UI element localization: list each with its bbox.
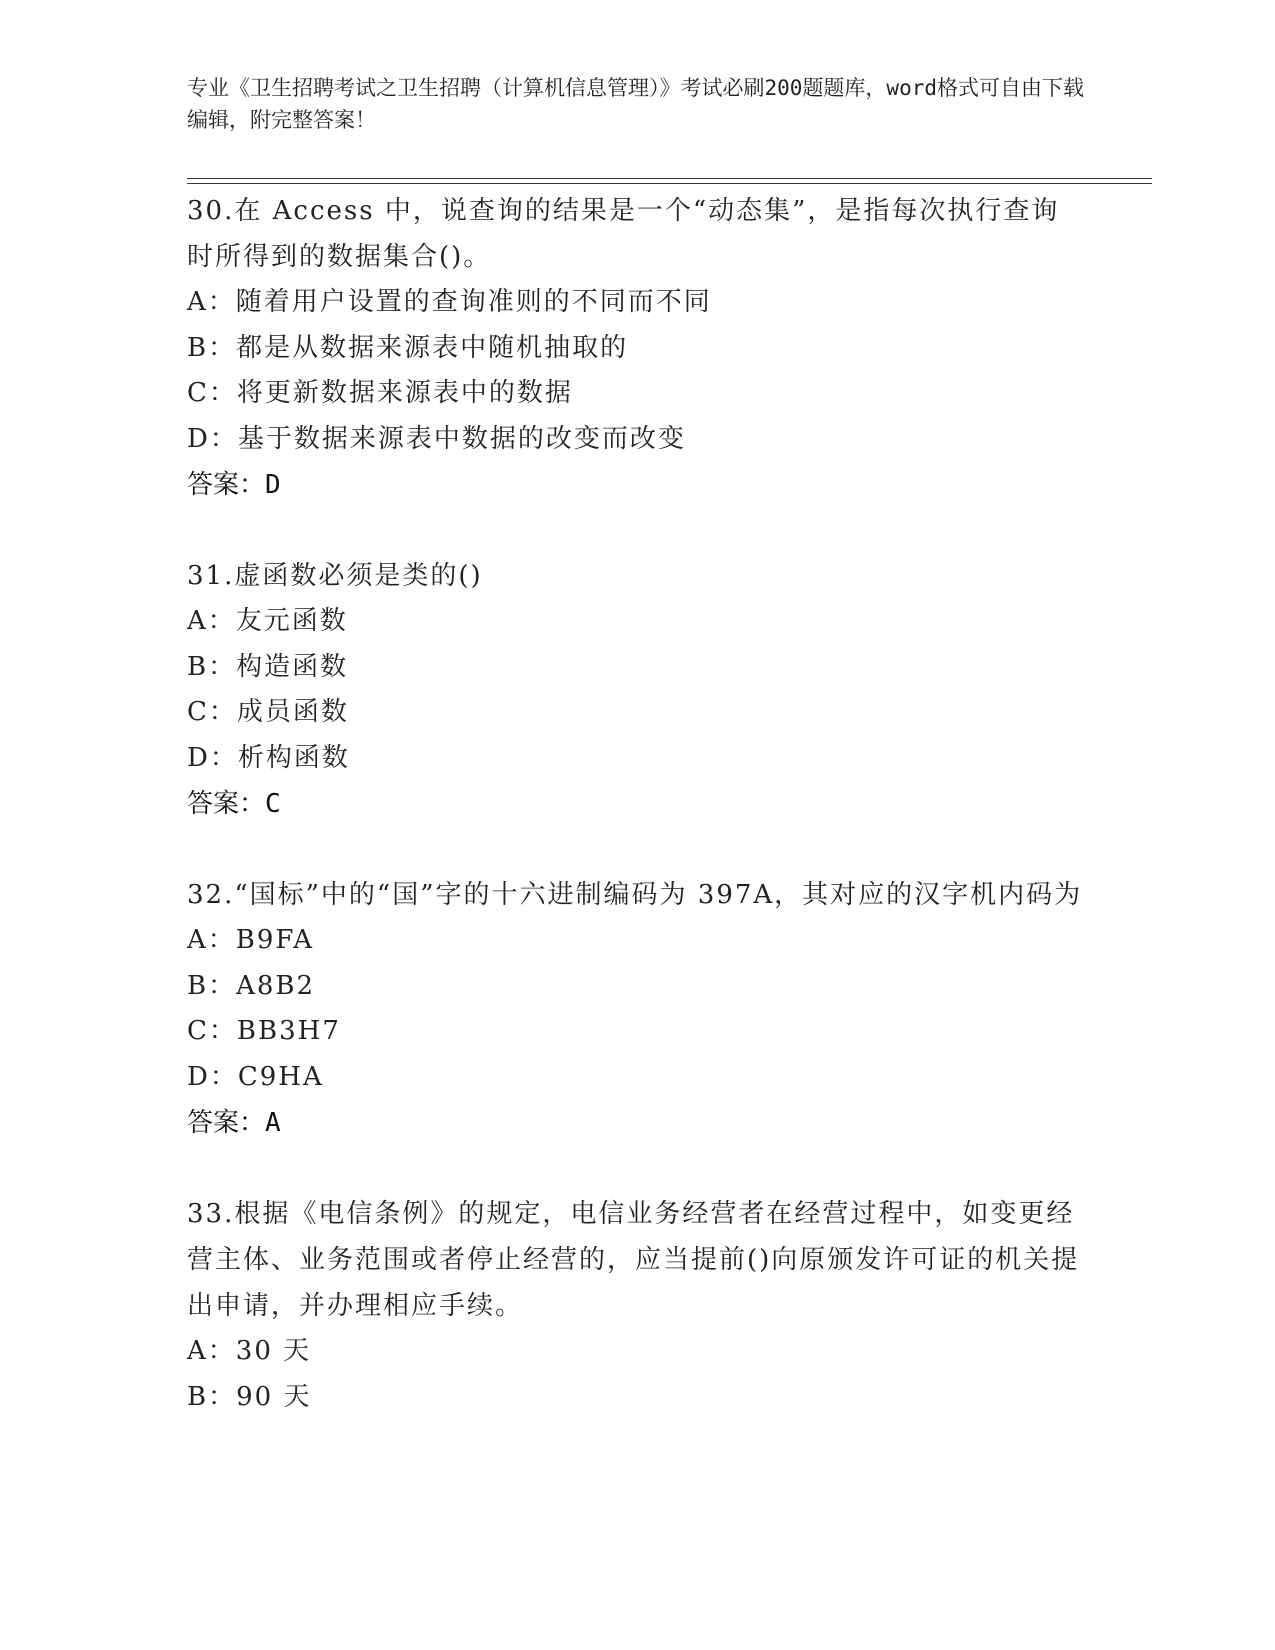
option-c: C：成员函数 [187,697,349,727]
option-a: A：随着用户设置的查询准则的不同而不同 [187,287,712,317]
option-a: A：B9FA [187,925,314,955]
question-text: 33.根据《电信条例》的规定，电信业务经营者在经营过程中，如变更经营主体、业务范围或者停止经营的，应当提前()向原颁发许可证的机关提出申请，并办理相应手续。 [187,1199,1080,1321]
answer-line: 答案：A [187,1108,281,1138]
option-d: D：析构函数 [187,742,350,773]
option-a: A：30 天 [187,1336,312,1366]
option-c: C：BB3H7 [187,1016,341,1046]
question-block [187,188,1087,508]
question-block [187,553,1087,827]
option-c: C：将更新数据来源表中的数据 [187,378,573,408]
question-block [187,1191,1087,1420]
option-b: B：90 天 [187,1381,312,1412]
question-list [187,188,1087,1465]
question-text: 32.“国标”中的“国”字的十六进制编码为 397A，其对应的汉字机内码为 [187,880,1083,910]
question-text: 31.虚函数必须是类的() [187,561,483,591]
option-b: B：A8B2 [187,970,316,1001]
header-divider-top [187,178,1152,179]
header-divider-bottom [187,183,1152,184]
answer-line: 答案：D [187,470,281,500]
option-b: B：构造函数 [187,651,349,682]
option-d: D：基于数据来源表中数据的改变而改变 [187,423,686,454]
question-block [187,872,1087,1146]
document-header: 专业《卫生招聘考试之卫生招聘（计算机信息管理）》考试必刷200题题库，word格式可自由下载编辑，附完整答案！ [187,76,1084,132]
question-text: 30.在 Access 中，说查询的结果是一个“动态集”，是指每次执行查询时所得到的数据集合()。 [187,196,1060,272]
option-a: A：友元函数 [187,606,348,636]
option-d: D：C9HA [187,1061,324,1092]
answer-line: 答案：C [187,789,281,819]
option-b: B：都是从数据来源表中随机抽取的 [187,332,629,363]
